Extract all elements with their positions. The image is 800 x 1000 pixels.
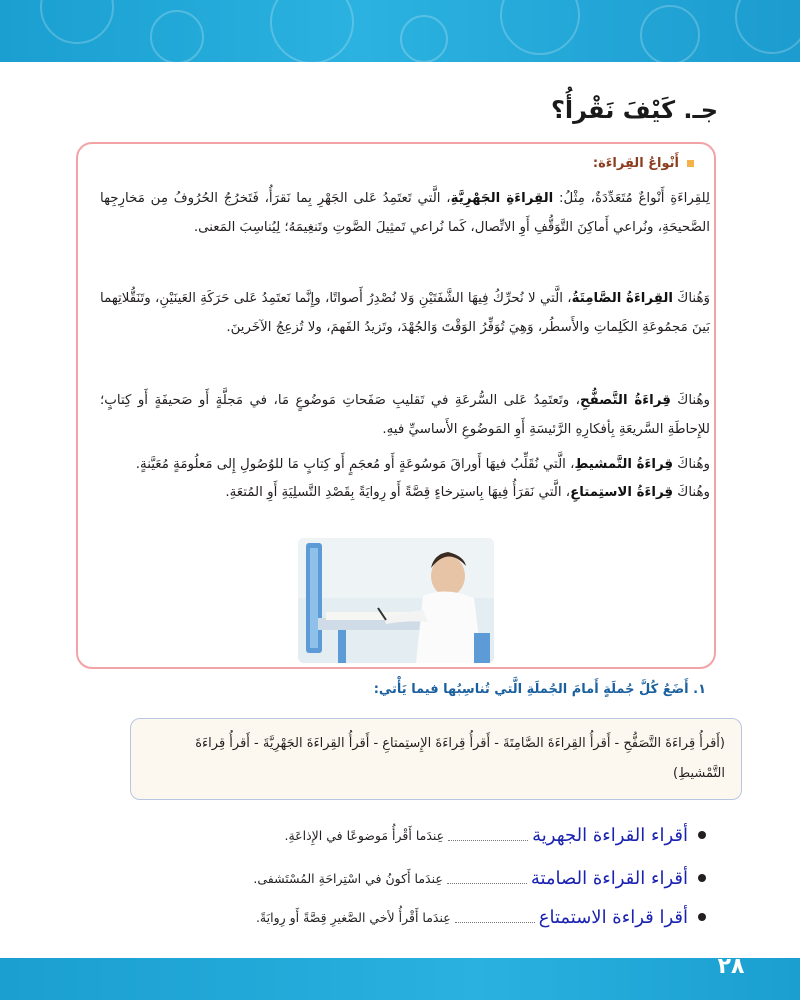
paragraph-text: لِلقِراءَةِ أَنْواعٌ مُتَعَدِّدَةٌ، مِثْلُ:: [553, 191, 710, 206]
answer-row: [146, 820, 706, 850]
paragraph-text: ، الَّتي نُقَلِّبُ فيهَا أَوراقَ مَوسُوعَةٍ أَو مُعجَمٍ أَو كِتابٍ مَا للوُصُولِ إِلى مَعلُومَةٍ مُعَيَّنةٍ.: [135, 457, 575, 472]
bullet-dot-icon: [698, 913, 706, 921]
paragraph-term: قِراءَةُ التَّمشيطِ: [574, 457, 674, 472]
bullet-dot-icon: [698, 831, 706, 839]
paragraph-text: وهُناكَ: [673, 457, 710, 472]
bottom-decorative-band: [0, 958, 800, 1000]
answer-row: [146, 902, 706, 932]
paragraph-text: وهُناكَ: [673, 485, 710, 500]
exercise-title: ١. أَضَعُ كُلَّ جُملَةٍ أَمامَ الجُملَةِ الَّتي تُناسِبُها فيما يَأْتي:: [373, 682, 706, 697]
answer-row: [146, 863, 706, 893]
answer-field[interactable]: أقرا قراءة الاستمتاع: [538, 906, 688, 928]
bullet-dot-icon: [698, 874, 706, 882]
paragraph-text: ، الَّتي تَعتَمِدُ عَلى الجَهْرِ بِما نَقرَأُ، فَتَخرُجُ الحُرُوفُ مِن مَخارِجِها الصَّحيحَةِ، ونُراعي أَماكِنَ التَّوَقُّفِ أَوِ الاتِّصال، كَما نُراعي تَمثِيلَ الصَّوتِ وتَنغِيمَهُ؛ لِيُناسِبَ المَعنى.: [100, 191, 710, 235]
paragraph-text: وَهُناكَ: [672, 291, 710, 306]
answer-condition: عِندَما أَقْرأُ مَوضوعًا في الإِذاعَةِ.: [284, 827, 445, 843]
answer-condition: عِندَما أَقْرأُ لأخي الصَّغيرِ قِصَّةً أَو رِوايَةً.: [255, 909, 451, 925]
paragraph-skimming-reading: [100, 386, 710, 444]
band-pattern-circle: [640, 5, 700, 62]
paragraph-leisure-reading: [100, 478, 710, 507]
paragraph-term: قِراءَةُ الاستِمتاعِ: [570, 485, 674, 500]
square-bullet-icon: [687, 160, 694, 167]
box-heading-text: أَنْواعُ القِراءَة:: [592, 156, 679, 171]
paragraph-text: ، وتَعتَمِدُ عَلى السُّرعَةِ في تَقليبِ صَفَحاتِ مَوضُوعٍ مَا، في مَجلَّةٍ أَو صَحيفَةٍ أَو كِتابٍ؛ للإِحاطَةِ السَّريعَةِ بِأفكارِهِ الرَّئيسَةِ أَوِ المَوضُوعِ الأَساسيِّ فيهِ.: [100, 393, 710, 437]
paragraph-text: ، الَّتي لا نُحرِّكُ فِيهَا الشَّفَتَيْنِ وَلا نُصْدِرُ أَصواتًا، وإِنَّما نَعتَمِدُ عَلى حَرَكَةِ العَينَيْنِ، وتَنَقُّلاتِهما بَينَ مَجمُوعَةِ الكَلِماتِ والأَسطُر، وَهِيَ تُوَفِّرُ الوَقْتَ وَالجُهْدَ، وتَزيدُ الفَهمَ، ولا تُزعِجُ الآخَرينَ.: [100, 291, 710, 335]
dotted-line: [448, 840, 528, 841]
boy-reading-photo: [298, 538, 494, 663]
band-pattern-circle: [735, 0, 800, 54]
page-number: ٢٨: [717, 954, 745, 979]
paragraph-term: قِراءَةُ التَّصفُّحِ: [579, 393, 671, 408]
paragraph-term: القِراءَةُ الصَّامِتَةُ: [571, 291, 673, 306]
band-pattern-circle: [40, 0, 114, 44]
band-pattern-circle: [500, 0, 580, 55]
answer-condition: عِندَما أَكونُ في اسْتِراحَةِ المُسْتَشفى.: [253, 870, 443, 886]
answer-field[interactable]: أقراء القراءة الصامتة: [530, 867, 688, 889]
dotted-line: [447, 883, 527, 884]
answer-field[interactable]: أقراء القراءة الجهرية: [532, 824, 688, 846]
band-pattern-circle: [400, 15, 448, 62]
box-heading: [394, 156, 694, 171]
boy-reading-illustration: [298, 538, 494, 663]
paragraph-loud-reading: [100, 184, 710, 242]
paragraph-text: وهُناكَ: [670, 393, 710, 408]
section-title: جـ. كَيْفَ نَقْرأُ؟: [550, 96, 718, 124]
paragraph-scanning-reading: [100, 450, 710, 479]
choices-box: (أَقرأُ قِراءَةَ التَّصَفُّحِ - أَقرأُ القِراءَةَ الصَّامِتَةَ - أَقرأُ قِراءَةَ الإِستِمتاعِ - أَقرأُ القِراءَةَ الجَهْرِيَّةَ - أَقرأُ قِراءَةَ التَّمْشيطِ): [130, 718, 742, 800]
paragraph-text: ، الَّتي نَقرَأُ فِيهَا بِاستِرخاءٍ قِصَّةً أَو رِوايَةً بِقَصْدِ التَّسلِيَةِ أَوِ المُتعَةِ.: [225, 485, 571, 500]
paragraph-term: القِراءَةِ الجَهْرِيَّةِ: [450, 191, 554, 206]
paragraph-silent-reading: [100, 284, 710, 342]
top-decorative-band: [0, 0, 800, 62]
dotted-line: [455, 922, 535, 923]
band-pattern-circle: [270, 0, 354, 62]
band-pattern-circle: [150, 10, 204, 62]
